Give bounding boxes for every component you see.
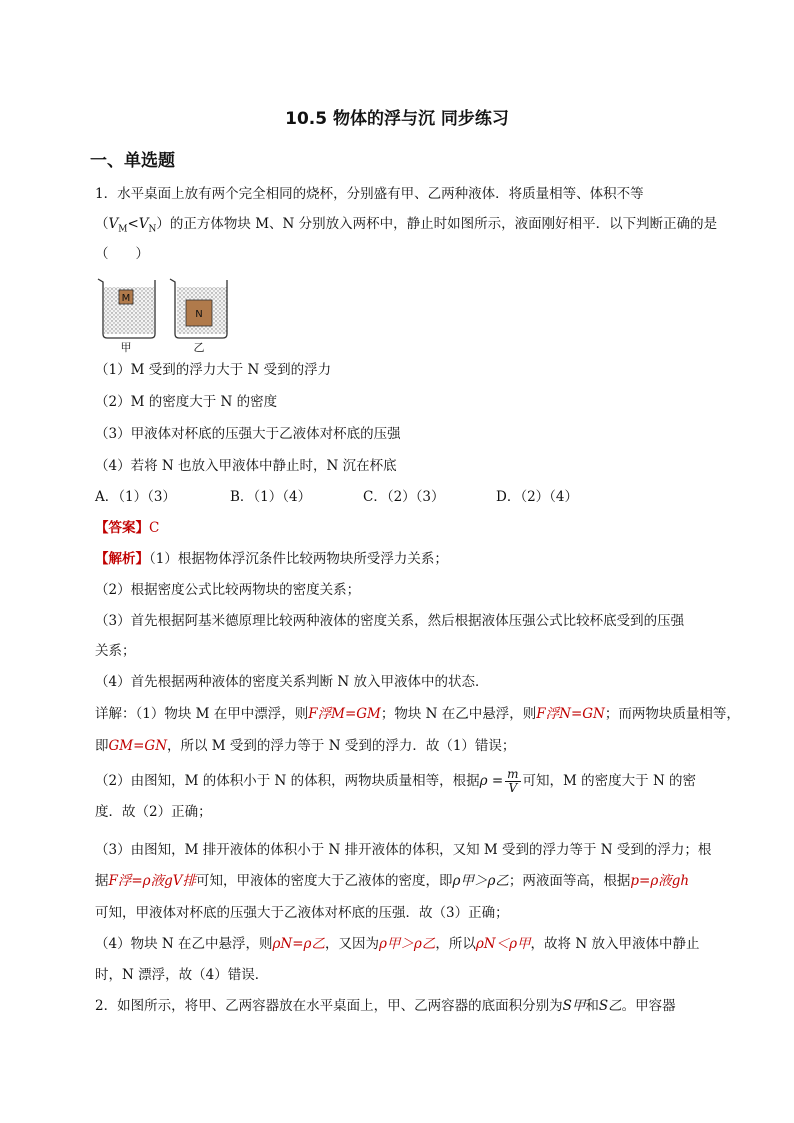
beakers-figure: [95, 272, 245, 354]
option-a: A．（1）（3）: [95, 489, 176, 505]
detail-line-5: （3）由图知，M 排开液体的体积小于 N 排开液体的体积，又知 M 受到的浮力等于 N 受到的浮力；根: [95, 842, 712, 858]
detail-line-7: 可知，甲液体对杯底的压强大于乙液体对杯底的压强．故（3）正确；: [95, 905, 509, 921]
beaker-left: [98, 279, 155, 338]
analysis-line-1: 【解析】（1）根据物体浮沉条件比较两物块所受浮力关系；: [95, 551, 448, 567]
option-b: B．（1）（4）: [230, 489, 312, 505]
detail-line-2: 即GM=GN，所以 M 受到的浮力等于 N 受到的浮力．故（1）错误；: [95, 738, 516, 754]
options-row: [95, 487, 705, 507]
beaker-right-label: 乙: [193, 341, 205, 354]
page-title: 10.5 物体的浮与沉 同步练习: [285, 109, 509, 129]
block-n-label: N: [195, 309, 203, 320]
detail-line-9: 时，N 漂浮，故（4）错误．: [95, 967, 269, 983]
analysis-line-3: （3）首先根据阿基米德原理比较两种液体的密度关系，然后根据液体压强公式比较杯底受到的压强: [95, 613, 685, 629]
beaker-left-label: 甲: [120, 341, 132, 354]
option-c: C．（2）（3）: [363, 489, 445, 505]
density-fraction: $\frac{m}{V}$: [507, 767, 519, 795]
analysis-line-5: （4）首先根据两种液体的密度关系判断 N 放入甲液体中的状态．: [95, 674, 489, 690]
statement-4: （4）若将 N 也放入甲液体中静止时，N 沉在杯底: [95, 458, 397, 474]
statement-3: （3）甲液体对杯底的压强大于乙液体对杯底的压强: [95, 426, 401, 442]
q1-line-2: $(V_M<V_N)$的正方体物块 M、N 分别放入两杯中，静止时如图所示，液面刚好相平．以下判断正确的是: [95, 216, 718, 235]
beaker-right: [170, 279, 227, 338]
detail-line-4: 度．故（2）正确；: [95, 804, 212, 820]
option-d: D．（2）（4）: [496, 489, 579, 505]
detail-line-6: 据F浮=ρ液gV排可知，甲液体的密度大于乙液体的密度，即ρ甲＞ρ乙；两液面等高，根据p=ρ液gh: [95, 873, 690, 889]
detail-line-1: 详解：（1）物块 M 在甲中漂浮，则F浮M=GM；物块 N 在乙中悬浮，则F浮N=GN；而两物块质量相等，: [95, 706, 740, 722]
statement-2: （2）M 的密度大于 N 的密度: [95, 394, 278, 410]
q1-line-3: （ ）: [95, 246, 149, 262]
detail-line-8: （4）物块 N 在乙中悬浮，则ρN=ρ乙，又因为ρ甲＞ρ乙，所以ρN＜ρ甲，故将 N 放入甲液体中静止: [95, 936, 700, 952]
analysis-line-4: 关系；: [95, 643, 136, 659]
analysis-line-2: （2）根据密度公式比较两物块的密度关系；: [95, 582, 361, 598]
detail-line-3: （2）由图知，M 的体积小于 N 的体积，两物块质量相等，根据ρ = $\frac{m}{V}$ 可知，M 的密度大于 N 的密: [95, 767, 697, 795]
q2-line-1: 2．如图所示，将甲、乙两容器放在水平桌面上，甲、乙两容器的底面积分别为S甲和S乙。甲容器: [95, 998, 676, 1014]
answer-line: 【答案】C: [95, 520, 160, 536]
statement-1: （1）M 受到的浮力大于 N 受到的浮力: [95, 362, 332, 378]
answer-value: C: [149, 520, 160, 536]
section-heading: 一、单选题: [90, 151, 175, 171]
block-m-label: M: [121, 293, 131, 304]
q1-line-1: 1．水平桌面上放有两个完全相同的烧杯，分别盛有甲、乙两种液体．将质量相等、体积不等: [95, 186, 644, 202]
